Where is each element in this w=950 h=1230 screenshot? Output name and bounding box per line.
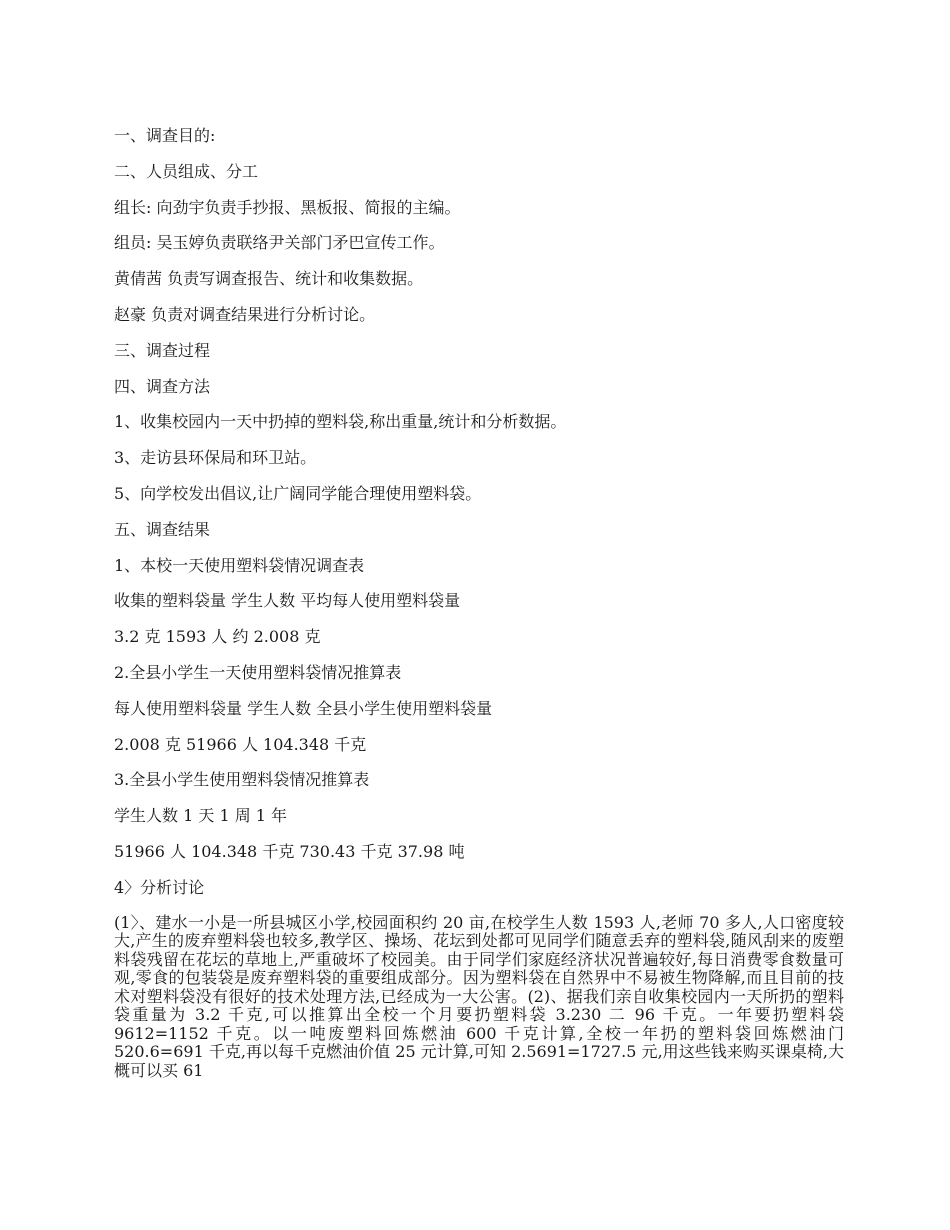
table-1-title: 1、本校一天使用塑料袋情况调查表 [114, 555, 365, 575]
analysis-paragraph: (1〉、建水一小是一所县城区小学,校园面积约 20 亩,在校学生人数 1593 人,老师 70 多人,人口密度较大,产生的废弃塑料袋也较多,教学区、操场、花坛到处都可见同学们随意丢弃的塑料袋,随风刮来的废塑料袋残留在花坛的草地上,严重破坏了校园美。由于同学们家庭经济状况普遍较好,每日消费零食数量可观,零食的包装袋是废弃塑料袋的重要组成部分。因为塑料袋在自然界中不易被生物降解,而且目前的技术对塑料袋没有很好的技术处理方法,已经成为一大公害。(2)、据我们亲自收集校园内一天所扔的塑料袋重量为 3.2 千克,可以推算出全校一个月要扔塑料袋 3.230 二 96 千克。一年要扔塑料袋 9612=1152 千克。以一吨废塑料回炼燃油 600 千克计算,全校一年扔的塑料袋回炼燃油门 520.6=691 千克,再以每千克燃油价值 25 元计算,可知 2.5691=1727.5 元,用这些钱来购买课桌椅,大概可以买 61 [114, 912, 844, 1080]
text-method-3: 3、走访县环保局和环卫站。 [114, 448, 317, 468]
heading-survey-process: 三、调查过程 [114, 340, 211, 360]
heading-survey-method: 四、调查方法 [114, 376, 211, 396]
heading-staff-division: 二、人员组成、分工 [114, 161, 259, 181]
text-method-5: 5、向学校发出倡议,让广阔同学能合理使用塑料袋。 [114, 483, 482, 503]
table-3-row: 51966 人 104.348 千克 730.43 千克 37.98 吨 [114, 841, 465, 861]
table-1-header: 收集的塑料袋量 学生人数 平均每人使用塑料袋量 [114, 591, 461, 611]
heading-survey-purpose: 一、调查目的: [114, 126, 216, 145]
table-2-header: 每人使用塑料袋量 学生人数 全县小学生使用塑料袋量 [114, 698, 493, 718]
table-2-row: 2.008 克 51966 人 104.348 千克 [114, 734, 367, 754]
heading-analysis: 4〉分析讨论 [114, 877, 205, 897]
table-3-header: 学生人数 1 天 1 周 1 年 [114, 806, 288, 826]
document-page [114, 126, 844, 1080]
heading-survey-results: 五、调查结果 [114, 519, 211, 539]
text-method-1: 1、收集校园内一天中扔掉的塑料袋,称出重量,统计和分析数据。 [114, 412, 567, 432]
text-leader: 组长: 向劲宇负责手抄报、黑板报、简报的主编。 [114, 197, 461, 217]
table-1-row: 3.2 克 1593 人 约 2.008 克 [114, 627, 321, 647]
table-2-title: 2.全县小学生一天使用塑料袋情况推算表 [114, 662, 402, 682]
text-member-zhao: 赵豪 负责对调查结果进行分析讨论。 [114, 304, 376, 324]
text-member: 组员: 吴玉婷负责联络尹关部门矛巴宣传工作。 [114, 233, 445, 253]
text-member-huang: 黄倩茜 负责写调查报告、统计和收集数据。 [114, 269, 424, 289]
table-3-title: 3.全县小学生使用塑料袋情况推算表 [114, 770, 370, 790]
